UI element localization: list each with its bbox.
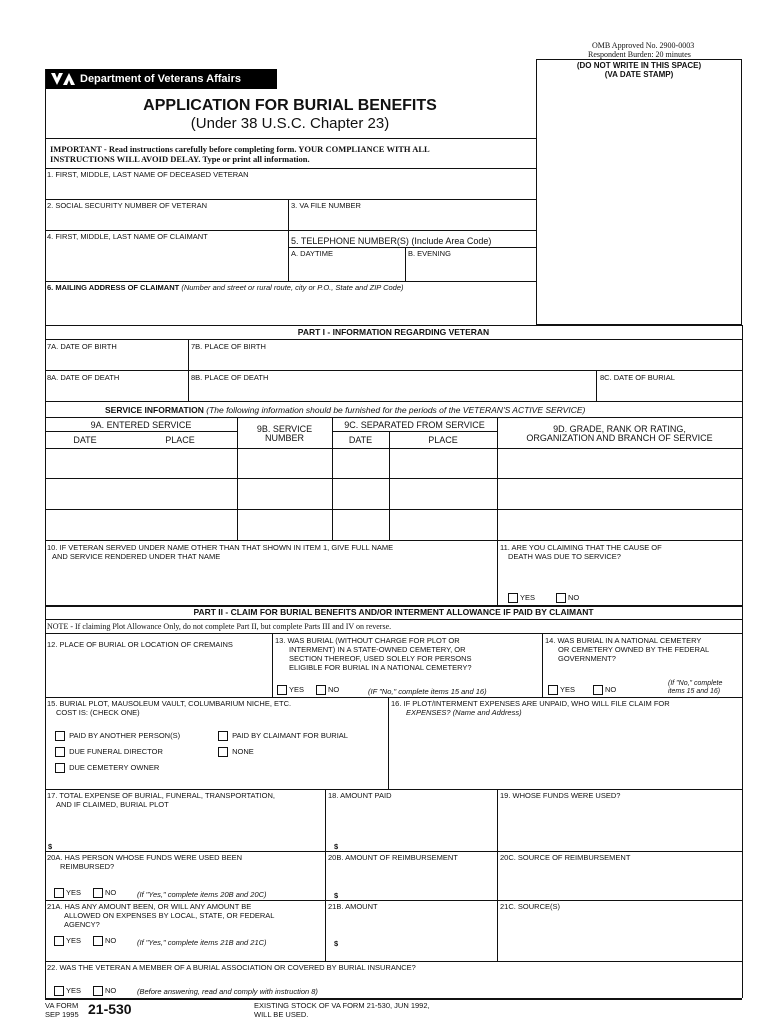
field-16-label-2: EXPENSES? (Name and Address): [406, 708, 522, 717]
field-22-label: 22. WAS THE VETERAN A MEMBER OF A BURIAL ASSOCIATION OR COVERED BY BURIAL INSURANCE?: [47, 963, 416, 972]
stamp-label: (VA DATE STAMP): [604, 70, 674, 79]
yes-checkbox[interactable]: [548, 685, 558, 695]
field-5-label: 5. TELEPHONE NUMBER(S) (Include Area Code): [291, 236, 492, 246]
none-checkbox[interactable]: [218, 747, 228, 757]
field-21a-label: 21A. HAS ANY AMOUNT BEEN, OR WILL ANY AMOUNT BE: [47, 902, 252, 911]
form-subtitle: (Under 38 U.S.C. Chapter 23): [190, 115, 390, 132]
field-20a-label: 20A. HAS PERSON WHOSE FUNDS WERE USED BEEN: [47, 853, 243, 862]
field-21a-no[interactable]: NO: [93, 935, 116, 946]
no-checkbox[interactable]: [593, 685, 603, 695]
field-17-label-2: AND IF CLAIMED, BURIAL PLOT: [56, 800, 169, 809]
field-14-yes[interactable]: YES: [548, 684, 575, 695]
field-13-label-3: SECTION THEREOF, USED SOLELY FOR PERSONS: [289, 654, 472, 663]
field-9d-label: 9D. GRADE, RANK OR RATING,: [553, 424, 686, 434]
form-title: APPLICATION FOR BURIAL BENEFITS: [143, 97, 437, 114]
field-14-note-2: items 15 and 16): [668, 688, 721, 695]
due-cemetery-owner-checkbox[interactable]: [55, 763, 65, 773]
no-checkbox[interactable]: [93, 936, 103, 946]
field-11-no[interactable]: NO: [556, 592, 579, 603]
field-13-note: (IF "No," complete items 15 and 16): [368, 687, 487, 696]
field-18-dollar: $: [334, 842, 339, 851]
field-8b-label: 8B. PLACE OF DEATH: [191, 373, 269, 382]
field-5a-label: A. DAYTIME: [291, 249, 333, 258]
field-8c-label: 8C. DATE OF BURIAL: [600, 373, 675, 382]
yes-checkbox[interactable]: [277, 685, 287, 695]
part-2-title: PART II - CLAIM FOR BURIAL BENEFITS AND/OR INTERMENT ALLOWANCE IF PAID BY CLAIMANT: [193, 607, 594, 617]
field-11-label-2: DEATH WAS DUE TO SERVICE?: [508, 552, 621, 561]
footer-stock-note-2: WILL BE USED.: [254, 1010, 309, 1019]
field-9a-date: DATE: [73, 435, 97, 445]
field-8a-label: 8A. DATE OF DEATH: [47, 373, 120, 382]
field-13-label-4: ELIGIBLE FOR BURIAL IN A NATIONAL CEMETERY?: [289, 663, 472, 672]
field-17-label: 17. TOTAL EXPENSE OF BURIAL, FUNERAL, TRANSPORTATION,: [47, 791, 275, 800]
field-11-label: 11. ARE YOU CLAIMING THAT THE CAUSE OF: [500, 543, 662, 552]
due-funeral-director-checkbox[interactable]: [55, 747, 65, 757]
opt-due-cemetery-owner[interactable]: DUE CEMETERY OWNER: [55, 762, 159, 773]
yes-checkbox[interactable]: [54, 936, 64, 946]
field-2-label: 2. SOCIAL SECURITY NUMBER OF VETERAN: [47, 201, 208, 210]
field-22-note: (Before answering, read and comply with instruction 8): [137, 987, 318, 996]
field-20a-no[interactable]: NO: [93, 887, 116, 898]
field-21a-note: (If "Yes," complete items 21B and 21C): [137, 938, 267, 947]
field-12-label: 12. PLACE OF BURIAL OR LOCATION OF CREMAINS: [47, 640, 233, 649]
opt-none[interactable]: NONE: [218, 746, 254, 757]
field-9b-label-2: NUMBER: [264, 433, 304, 443]
field-13-yes[interactable]: YES: [277, 684, 304, 695]
no-checkbox[interactable]: [93, 986, 103, 996]
omb-approval: OMB Approved No. 2900-0003: [592, 41, 695, 50]
footer-form-date: SEP 1995: [45, 1010, 79, 1019]
field-9a-place: PLACE: [165, 435, 195, 445]
field-14-label: 14. WAS BURIAL IN A NATIONAL CEMETERY: [545, 636, 702, 645]
field-9a-label: 9A. ENTERED SERVICE: [90, 420, 192, 430]
field-14-no[interactable]: NO: [593, 684, 616, 695]
field-9b-label: 9B. SERVICE: [256, 424, 313, 434]
stamp-note: (DO NOT WRITE IN THIS SPACE): [576, 61, 702, 70]
field-5b-label: B. EVENING: [408, 249, 451, 258]
field-14-label-3: GOVERNMENT?: [558, 654, 616, 663]
field-20a-note: (If "Yes," complete items 20B and 20C): [137, 890, 267, 899]
footer-stock-note: EXISTING STOCK OF VA FORM 21-530, JUN 1992,: [254, 1001, 430, 1010]
opt-paid-by-claimant[interactable]: PAID BY CLAIMANT FOR BURIAL: [218, 730, 348, 741]
field-9c-place: PLACE: [428, 435, 458, 445]
field-9c-date: DATE: [348, 435, 373, 445]
no-checkbox[interactable]: [93, 888, 103, 898]
field-1-label: 1. FIRST, MIDDLE, LAST NAME OF DECEASED VETERAN: [47, 170, 249, 179]
field-9d-label-2: ORGANIZATION AND BRANCH OF SERVICE: [526, 433, 713, 443]
field-9c-label: 9C. SEPARATED FROM SERVICE: [344, 420, 485, 430]
field-21a-label-3: AGENCY?: [64, 920, 100, 929]
important-notice-2: INSTRUCTIONS WILL AVOID DELAY. Type or print all information.: [50, 154, 310, 164]
field-13-label: 13. WAS BURIAL (WITHOUT CHARGE FOR PLOT OR: [275, 636, 460, 645]
yes-checkbox[interactable]: [54, 888, 64, 898]
respondent-burden: Respondent Burden: 20 minutes: [588, 50, 691, 59]
va-logo-icon: [49, 71, 77, 87]
opt-paid-by-another[interactable]: PAID BY ANOTHER PERSON(S): [55, 730, 180, 741]
field-20c-label: 20C. SOURCE OF REIMBURSEMENT: [500, 853, 631, 862]
field-16-label: 16. IF PLOT/INTERMENT EXPENSES ARE UNPAID, WHO WILL FILE CLAIM FOR: [391, 699, 670, 708]
field-13-no[interactable]: NO: [316, 684, 339, 695]
yes-checkbox[interactable]: [54, 986, 64, 996]
field-19-label: 19. WHOSE FUNDS WERE USED?: [500, 791, 621, 800]
field-14-label-2: OR CEMETERY OWNED BY THE FEDERAL: [558, 645, 710, 654]
service-info-title: SERVICE INFORMATION (The following information should be furnished for the periods of the VETERAN'S ACTIVE SERVICE): [105, 405, 586, 415]
field-15-label: 15. BURIAL PLOT, MAUSOLEUM VAULT, COLUMBARIUM NICHE, ETC.: [47, 699, 292, 708]
field-20b-label: 20B. AMOUNT OF REIMBURSEMENT: [328, 853, 458, 862]
field-22-yes[interactable]: YES: [54, 985, 81, 996]
paid-by-claimant-checkbox[interactable]: [218, 731, 228, 741]
footer-form-label: VA FORM: [45, 1001, 79, 1010]
field-3-label: 3. VA FILE NUMBER: [291, 201, 361, 210]
field-14-note: (If "No," complete: [668, 680, 723, 687]
footer-form-number: 21-530: [88, 1001, 132, 1017]
opt-due-funeral-director[interactable]: DUE FUNERAL DIRECTOR: [55, 746, 163, 757]
field-20a-yes[interactable]: YES: [54, 887, 81, 898]
field-15-label-2: COST IS: (CHECK ONE): [56, 708, 140, 717]
field-20b-dollar: $: [334, 891, 339, 900]
field-21c-label: 21C. SOURCE(S): [500, 902, 561, 911]
field-6-label: 6. MAILING ADDRESS OF CLAIMANT (Number and street or rural route, city or P.O., State and ZIP Code): [47, 283, 404, 292]
field-13-label-2: INTERMENT) IN A STATE-OWNED CEMETERY, OR: [289, 645, 466, 654]
field-4-label: 4. FIRST, MIDDLE, LAST NAME OF CLAIMANT: [47, 232, 208, 241]
field-7b-label: 7B. PLACE OF BIRTH: [191, 342, 266, 351]
part-2-note: NOTE - If claiming Plot Allowance Only, do not complete Part II, but complete Parts III and IV on reverse.: [47, 622, 392, 631]
yes-checkbox[interactable]: [508, 593, 518, 603]
field-20a-label-2: REIMBURSED?: [60, 862, 115, 871]
no-checkbox[interactable]: [316, 685, 326, 695]
field-21a-yes[interactable]: YES: [54, 935, 81, 946]
field-17-dollar: $: [48, 842, 53, 851]
part-1-title: PART I - INFORMATION REGARDING VETERAN: [297, 327, 490, 337]
field-21a-label-2: ALLOWED ON EXPENSES BY LOCAL, STATE, OR FEDERAL: [64, 911, 275, 920]
important-notice: IMPORTANT - Read instructions carefully before completing form. YOUR COMPLIANCE WITH ALL: [50, 144, 430, 154]
field-11-yes[interactable]: YES: [508, 592, 535, 603]
va-date-stamp-box: [536, 59, 742, 325]
no-checkbox[interactable]: [556, 593, 566, 603]
field-18-label: 18. AMOUNT PAID: [328, 791, 392, 800]
agency-name: Department of Veterans Affairs: [80, 73, 241, 85]
field-10-label-2: AND SERVICE RENDERED UNDER THAT NAME: [52, 552, 221, 561]
field-10-label: 10. IF VETERAN SERVED UNDER NAME OTHER THAN THAT SHOWN IN ITEM 1, GIVE FULL NAME: [47, 543, 394, 552]
field-21b-dollar: $: [334, 939, 339, 948]
field-22-no[interactable]: NO: [93, 985, 116, 996]
field-21b-label: 21B. AMOUNT: [328, 902, 378, 911]
paid-by-another-checkbox[interactable]: [55, 731, 65, 741]
field-7a-label: 7A. DATE OF BIRTH: [47, 342, 117, 351]
